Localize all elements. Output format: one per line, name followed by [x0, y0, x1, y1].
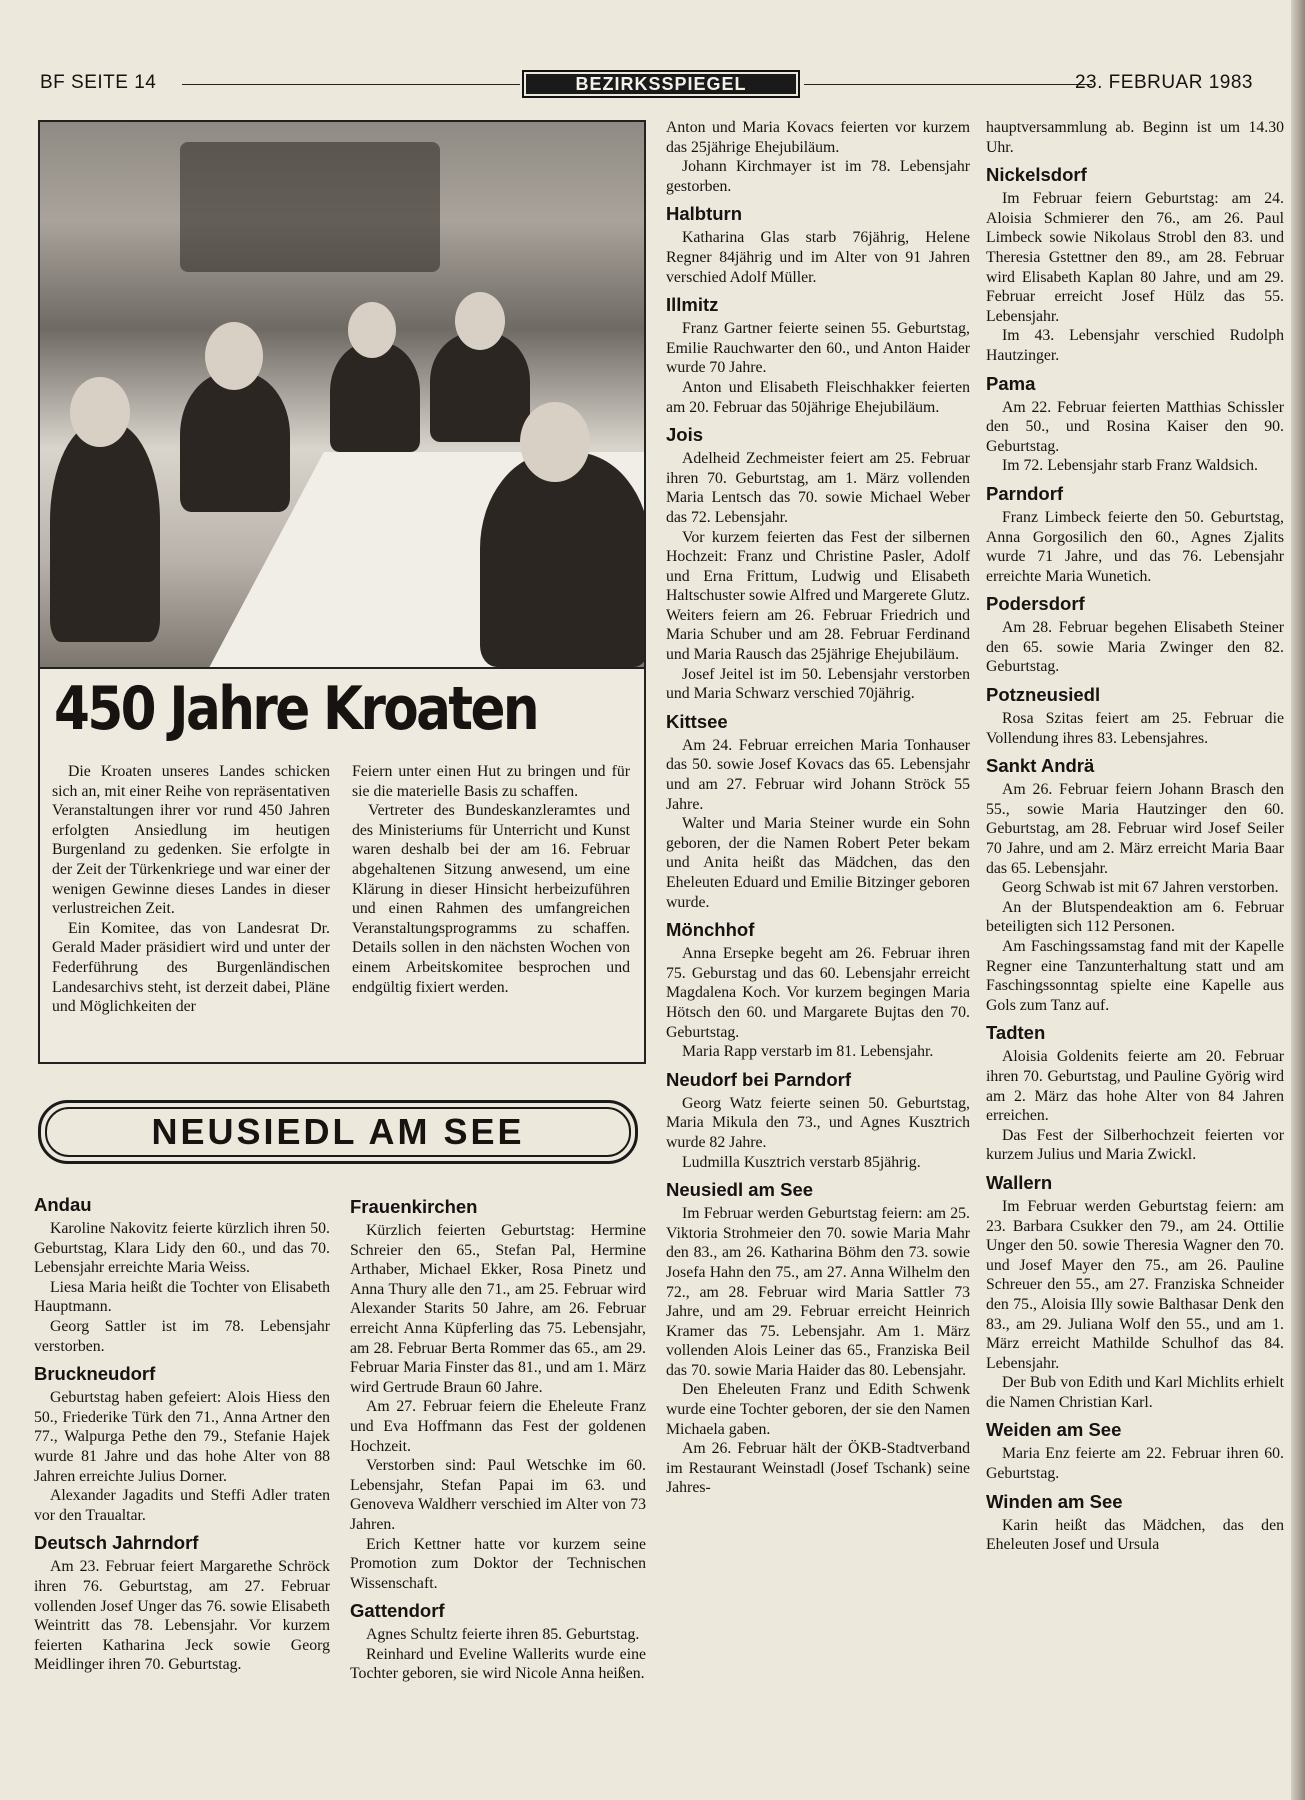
news-paragraph: Reinhard und Eveline Wallerits wurde eine Tochter geboren, sie wird Nicole Anna heißen.: [350, 1645, 646, 1683]
news-paragraph: Rosa Szitas feiert am 25. Februar die Vollendung ihres 83. Lebensjahres.: [986, 710, 1284, 747]
news-paragraph: Maria Enz feierte am 22. Februar ihren 60. Geburtstag.: [986, 1445, 1284, 1483]
news-paragraph: Georg Sattler ist im 78. Lebensjahr verstorben.: [34, 1317, 330, 1355]
town-heading: Bruckneudorf: [34, 1363, 156, 1385]
news-paragraph: Anna Ersepke begeht am 26. Februar ihren 75. Geburstag und das 60. Lebensjahr erreicht Magdalena Koch. Vor kurzem begingen Maria Hötsch den 60. und Margarete Bujtas den 70. Geburtstag.: [666, 945, 970, 1041]
news-paragraph: Am 26. Februar feiern Johann Brasch den 55., sowie Maria Hautzinger den 60. Geburtstag, am 28. Februar wird Josef Seiler 70 Jahre, und am 2. März erreicht Maria Baar das 65. Lebensjahr.: [986, 781, 1284, 877]
page-number: BF SEITE 14: [40, 72, 157, 93]
news-paragraph: Im 72. Lebensjahr starb Franz Waldsich.: [1002, 457, 1258, 475]
meeting-photo: [40, 122, 644, 669]
news-paragraph: Am 26. Februar hält der ÖKB-Stadtverband im Restaurant Weinstadl (Josef Tschank) seine Jahres-: [666, 1440, 970, 1497]
town-heading: Weiden am See: [986, 1419, 1122, 1441]
header-rule-left: [182, 84, 520, 85]
section-title-box: [522, 70, 800, 98]
town-heading: Halbturn: [666, 203, 743, 225]
news-paragraph: Adelheid Zechmeister feiert am 25. Februar ihren 70. Geburtstag, am 1. März vollenden Maria Lentsch das 70. sowie Michael Weber das 72. Lebensjahr.: [666, 450, 970, 526]
town-heading: Gattendorf: [350, 1600, 445, 1622]
town-heading: Winden am See: [986, 1490, 1123, 1512]
news-paragraph: Am 27. Februar feiern die Eheleute Franz und Eva Hoffmann das Fest der goldenen Hochzeit.: [350, 1398, 646, 1455]
news-paragraph: Josef Jeitel ist im 50. Lebensjahr verstorben und Maria Schwarz verschied 70jährig.: [666, 665, 970, 703]
news-paragraph: Liesa Maria heißt die Tochter von Elisabeth Hauptmann.: [34, 1278, 330, 1316]
news-paragraph: Ludmilla Kusztrich verstarb 85jährig.: [682, 1153, 921, 1171]
news-paragraph: Franz Gartner feierte seinen 55. Geburtstag, Emilie Rauchwarter den 60., und Anton Haider wurde 70 Jahre.: [666, 320, 970, 377]
district-banner: [38, 1100, 638, 1164]
news-paragraph: Geburtstag haben gefeiert: Alois Hiess den 50., Friederike Türk den 71., Anna Artner den 77., Walpurga Pethe den 79., Stefanie Hajek wurde 81 Jahre und das hohe Alter von 88 Jahren erreichte Julius Dorner.: [34, 1389, 330, 1485]
news-paragraph: Das Fest der Silberhochzeit feierten vor kurzem Julius und Maria Zwickl.: [986, 1126, 1284, 1164]
news-paragraph: Walter und Maria Steiner wurde ein Sohn geboren, der die Namen Robert Peter bekam und Anita heißt das Mädchen, das den Eheleuten Eduard und Emilie Bitzinger geboren wurde.: [666, 815, 970, 911]
news-paragraph: Anton und Elisabeth Fleischhakker feierten am 20. Februar das 50jährige Ehejubiläum.: [666, 378, 970, 416]
feature-paragraph: Feiern unter einen Hut zu bringen und für sie die materielle Basis zu schaffen.: [352, 763, 630, 800]
news-paragraph: hauptversammlung ab. Beginn ist um 14.30 Uhr.: [986, 119, 1284, 156]
news-paragraph: Kürzlich feierten Geburtstag: Hermine Schreier den 65., Stefan Pal, Hermine Arthaber, Michael Ekker, Rosa Pinetz und Anna Thury alle den 71., am 25. Februar wird Alexander Starits 50 Jahre, am 26. Februar erreicht Anna Küpferling das 75. Lebensjahr, am 28. Februar Berta Rommer das 65., am 29. Februar Maria Finster das 81., und am 1. März wird Gertrude Braun 60 Jahre.: [350, 1222, 646, 1396]
news-paragraph: Den Eheleuten Franz und Edith Schwenk wurde eine Tochter geboren, der sie den Namen Michaela gaben.: [666, 1381, 970, 1438]
news-column-2: [350, 1196, 646, 1684]
news-paragraph: Franz Limbeck feierte den 50. Geburtstag, Anna Gorgosilich den 60., Agnes Zjalits wurde 71 Jahre, und das 76. Lebensjahr erreichte Maria Wunetich.: [986, 508, 1284, 585]
town-heading: Tadten: [986, 1022, 1046, 1044]
header-rule-right: [804, 84, 1092, 85]
feature-paragraph: Die Kroaten unseres Landes schicken sich an, mit einer Reihe von repräsentativen Veranstaltungen ihrer vor rund 450 Jahren erfolgten Ansiedlung im heutigen Burgenland zu gedenken. Sie erfolgte in der Zeit der Türkenkriege und war einer der wenigen Gewinne dieses Landes in dieser verlustreichen Zeit.: [52, 763, 330, 918]
news-paragraph: Verstorben sind: Paul Wetschke im 60. Lebensjahr, Stefan Papai im 63. und Genoveva Waldherr verschied im Alter von 73 Jahren.: [350, 1457, 646, 1533]
headline: 450 Jahre Kroaten: [54, 674, 538, 744]
town-heading: Jois: [666, 424, 704, 446]
town-heading: Parndorf: [986, 482, 1064, 504]
news-paragraph: Karoline Nakovitz feierte kürzlich ihren 50. Geburtstag, Klara Lidy den 60., und das 70. Lebensjahr erreichte Maria Weiss.: [34, 1220, 330, 1277]
news-paragraph: Im Februar werden Geburtstag feiern: am 25. Viktoria Strohmeier den 70. sowie Maria Mahr den 83., am 26. Katharina Böhm den 73. sowie Josefa Hahn den 75., am 27. Anna Wilhelm den 72., am 28. Februar wird Maria Sattler 73 Jahre, und am 29. Februar erreicht Heinrich Kramer das 75. Lebensjahr. Am 1. März vollenden Alois Leiner das 65., Franziska Beil das 70. sowie Maria Haider das 80. Lebensjahr.: [666, 1205, 970, 1379]
news-paragraph: Am 22. Februar feierten Matthias Schissler den 50., und Rosina Kaiser den 90. Geburtstag.: [986, 398, 1284, 455]
town-heading: Kittsee: [666, 710, 728, 732]
news-paragraph: Georg Schwab ist mit 67 Jahren verstorben.: [1002, 879, 1279, 897]
news-paragraph: Im 43. Lebensjahr verschied Rudolph Hautzinger.: [986, 327, 1284, 364]
town-heading: Neusiedl am See: [666, 1179, 814, 1201]
news-paragraph: Im Februar feiern Geburtstag: am 24. Aloisia Schmierer den 76., am 26. Paul Limbeck sowie Nikolaus Strobl den 83. und Theresia Gstettner den 89., am 28. Februar wird Elisabeth Kaplan 80 Jahre, und am 29. Februar erreicht Josef Hülz das 55. Lebensjahr.: [986, 190, 1284, 325]
news-paragraph: Anton und Maria Kovacs feierten vor kurzem das 25jährige Ehejubiläum.: [666, 119, 970, 156]
town-heading: Illmitz: [666, 294, 719, 316]
feature-paragraph: Ein Komitee, das von Landesrat Dr. Gerald Mader präsidiert wird und unter der Federführung des Burgenländischen Landesarchivs steht, ist derzeit dabei, Pläne und Möglichkeiten der: [52, 919, 330, 1016]
district-title: NEUSIEDL AM SEE: [45, 1107, 631, 1157]
town-heading: Potzneusiedl: [986, 684, 1101, 706]
news-paragraph: Katharina Glas starb 76jährig, Helene Regner 84jährig und im Alter von 91 Jahren verschied Adolf Müller.: [666, 229, 970, 286]
news-paragraph: Im Februar werden Geburtstag feiern: am 23. Barbara Csukker den 79., am 24. Ottilie Unger den 50. sowie Theresia Wagner den 70. und Josef Mayer den 75., am 26. Pauline Schreuer den 55., am 27. Franziska Schneider den 75., Aloisia Illy sowie Balthasar Denk den 83., am 29. Juliana Wolf den 55., und am 1. März erreicht Mathilde Schulhof das 84. Lebensjahr.: [986, 1197, 1284, 1372]
news-paragraph: Maria Rapp verstarb im 81. Lebensjahr.: [682, 1043, 934, 1061]
news-paragraph: Alexander Jagadits und Steffi Adler traten vor den Traualtar.: [34, 1487, 330, 1524]
page-edge: [1291, 0, 1305, 1800]
news-paragraph: Am 24. Februar erreichen Maria Tonhauser das 50. sowie Josef Kovacs das 65. Lebensjahr und am 27. Februar wird Johann Ströck 55 Jahre.: [666, 736, 970, 813]
feature-paragraph: Vertreter des Bundeskanzleramtes und des Ministeriums für Unterricht und Kunst waren deshalb bei der am 16. Februar abgehaltenen Sitzung anwesend, um eine Klärung in dieser Hinsicht herbeizuführen und einen Rahmen des umfangreichen Veranstaltungsprogramms zu schaffen. Details sollen in den nächsten Wochen von einem Arbeitskomitee besprochen und endgültig fixiert werden.: [352, 802, 630, 996]
news-paragraph: Aloisia Goldenits feierte am 20. Februar ihren 70. Geburtstag, und Pauline Györig wird am 2. März das hohe Alter von 84 Jahren erreichen.: [986, 1048, 1284, 1125]
section-title: BEZIRKSSPIEGEL: [526, 74, 796, 94]
town-heading: Mönchhof: [666, 919, 755, 941]
town-heading: Neudorf bei Parndorf: [666, 1068, 852, 1090]
news-column-1: [34, 1194, 330, 1675]
town-heading: Nickelsdorf: [986, 164, 1087, 186]
feature-column-1: [52, 762, 330, 1017]
issue-date: 23. FEBRUAR 1983: [1074, 72, 1253, 93]
news-paragraph: Der Bub von Edith und Karl Michlits erhielt die Namen Christian Karl.: [986, 1374, 1284, 1411]
news-paragraph: Am Faschingssamstag fand mit der Kapelle Regner eine Tanzunterhaltung statt und am Faschingssonntag spielte eine Kapelle aus Gols zum Tanz auf.: [986, 938, 1284, 1014]
news-column-4: [986, 118, 1284, 1555]
town-heading: Pama: [986, 372, 1036, 394]
news-paragraph: Am 28. Februar begehen Elisabeth Steiner den 65. sowie Maria Zwinger den 82. Geburtstag.: [986, 619, 1284, 676]
town-heading: Deutsch Jahrndorf: [34, 1532, 199, 1554]
news-paragraph: Karin heißt das Mädchen, das den Eheleuten Josef und Ursula: [986, 1516, 1284, 1554]
town-heading: Andau: [34, 1194, 92, 1215]
news-paragraph: Johann Kirchmayer ist im 78. Lebensjahr gestorben.: [666, 158, 970, 195]
news-paragraph: Georg Watz feierte seinen 50. Geburtstag, Maria Mikula den 73., und Agnes Kusztrich wurde 82 Jahre.: [666, 1094, 970, 1151]
town-heading: Podersdorf: [986, 593, 1085, 615]
town-heading: Sankt Andrä: [986, 755, 1095, 777]
feature-column-2: [352, 762, 630, 997]
news-paragraph: Erich Kettner hatte vor kurzem seine Promotion zum Doktor der Technischen Wissenschaft.: [350, 1535, 646, 1592]
news-paragraph: Vor kurzem feierten das Fest der silbernen Hochzeit: Franz und Christine Pasler, Adolf und Erna Frittum, Ludwig und Elisabeth Haltschuster sowie Alfred und Margerete Glutz. Weiters feiern am 26. Februar Friedrich und Maria Schuber und am 28. Februar Ferdinand und Maria Rausch das 25jährige Ehejubiläum.: [666, 528, 970, 664]
town-heading: Frauenkirchen: [350, 1196, 478, 1217]
news-paragraph: An der Blutspendeaktion am 6. Februar beteiligten sich 112 Personen.: [986, 898, 1284, 936]
news-paragraph: Agnes Schultz feierte ihren 85. Geburtstag.: [366, 1626, 640, 1644]
town-heading: Wallern: [986, 1171, 1053, 1193]
news-column-3: [666, 118, 970, 1498]
feature-article: [38, 120, 646, 1064]
news-paragraph: Am 23. Februar feiert Margarethe Schröck ihren 76. Geburtstag, am 27. Februar vollenden Josef Unger das 76. sowie Elisabeth Weintritt das 78. Lebensjahr. Vor kurzem feierten Katharina Jeck sowie Georg Meidlinger ihren 70. Geburtstag.: [34, 1558, 330, 1674]
